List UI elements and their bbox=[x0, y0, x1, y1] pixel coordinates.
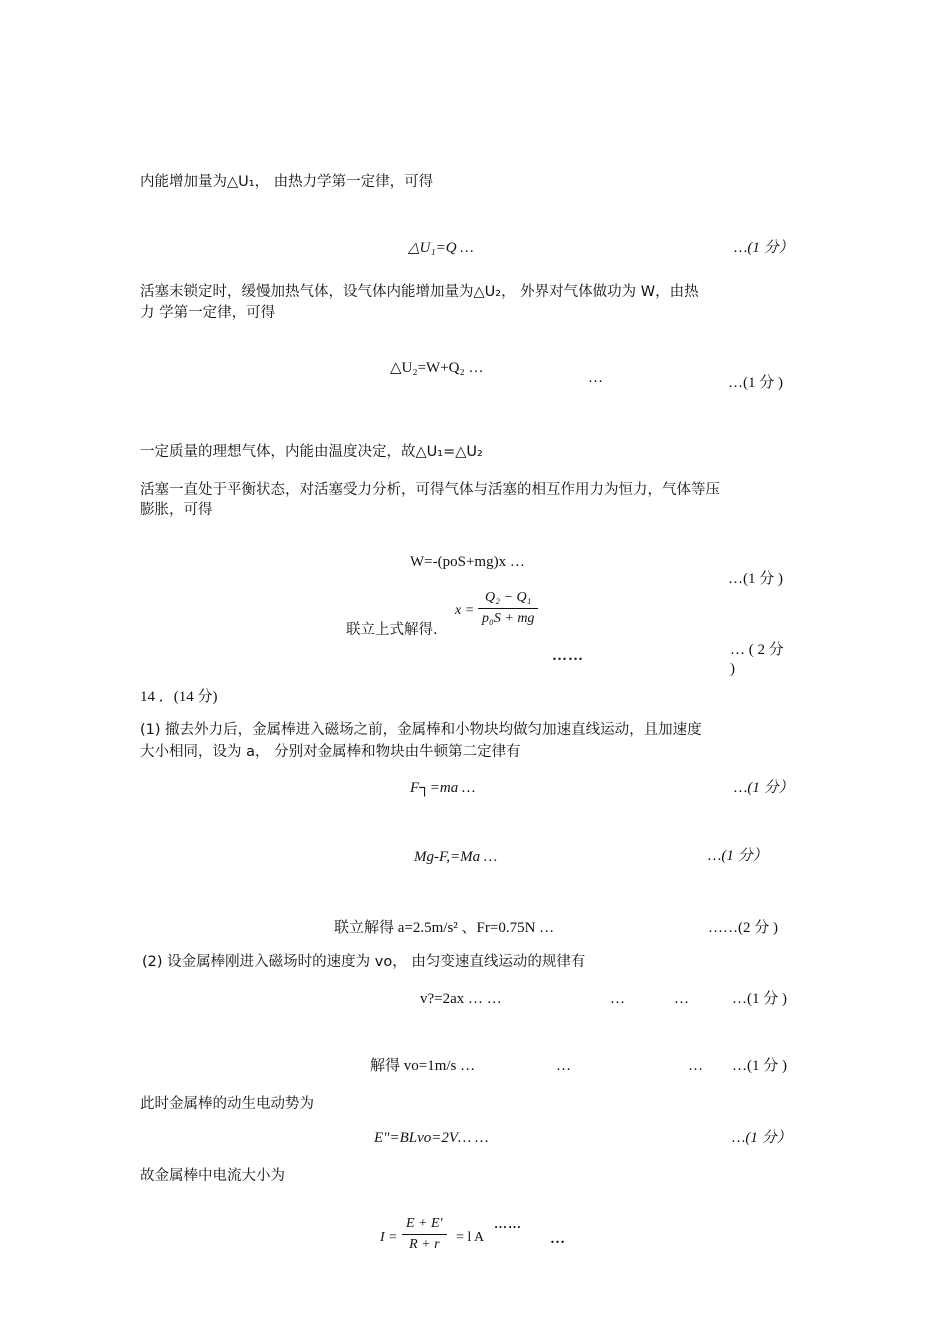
formula-lhs: I = bbox=[380, 1230, 398, 1245]
fraction-numerator: E + E′ bbox=[402, 1216, 447, 1235]
text-line: 大小相同，设为 a， 分别对金属棒和物块由牛顿第二定律有 bbox=[140, 744, 521, 760]
equation: v?=2ax … … bbox=[420, 991, 502, 1007]
formula-fraction bbox=[478, 590, 538, 627]
score-mark: …(1 分 ) bbox=[732, 991, 787, 1007]
text-line: 此时金属棒的动生电动势为 bbox=[140, 1096, 314, 1112]
equation: △U₁=Q … bbox=[408, 240, 474, 256]
ellipsis: … bbox=[674, 991, 689, 1007]
score-mark: … ( 2 分 bbox=[730, 642, 784, 658]
fraction-numerator: Q₂ − Q₁ bbox=[478, 590, 538, 609]
equation: E"=BLvo=2V… … bbox=[374, 1130, 489, 1146]
formula-fraction bbox=[402, 1216, 447, 1253]
equation: 解得 vo=1m/s … bbox=[370, 1058, 476, 1074]
text-line: 故金属棒中电流大小为 bbox=[140, 1168, 285, 1184]
formula-rhs: = l A bbox=[456, 1230, 485, 1245]
fraction-denominator: p₀S + mg bbox=[482, 611, 535, 626]
equation: F┐=ma … bbox=[410, 780, 476, 796]
formula-lhs: x = bbox=[455, 603, 475, 618]
ellipsis: … bbox=[688, 1058, 703, 1074]
score-mark: …(1 分） bbox=[734, 240, 794, 256]
ellipsis: … bbox=[556, 1058, 571, 1074]
text-line: 活塞一直处于平衡状态，对活塞受力分析，可得气体与活塞的相互作用力为恒力，气体等压 bbox=[140, 482, 720, 498]
equation: W=-(poS+mg)x … bbox=[410, 554, 525, 570]
ellipsis: … bbox=[588, 370, 603, 386]
text-line: (1) 撤去外力后，金属棒进入磁场之前，金属棒和小物块均做匀加速直线运动，且加速度 bbox=[140, 722, 702, 738]
equation: 联立解得 a=2.5m/s² 、Fr=0.75N … bbox=[334, 920, 555, 936]
text-line: 一定质量的理想气体，内能由温度决定，故△U₁=△U₂ bbox=[140, 444, 483, 460]
ellipsis: … bbox=[610, 991, 625, 1007]
question-number: 14 ．(14 分) bbox=[140, 689, 218, 705]
ellipsis: …… bbox=[494, 1216, 522, 1231]
text-line: 膨胀，可得 bbox=[140, 502, 213, 518]
score-mark: …(1 分 ) bbox=[728, 375, 783, 391]
score-mark: …(1 分） bbox=[708, 848, 768, 864]
equation: △U₂=W+Q₂ … bbox=[390, 360, 484, 376]
ellipsis: …… bbox=[552, 648, 584, 664]
score-mark: …(1 分） bbox=[732, 1130, 792, 1146]
score-mark: ) bbox=[730, 661, 735, 677]
ellipsis: … bbox=[550, 1231, 566, 1247]
text-line: (2) 设金属棒刚进入磁场时的速度为 vo， 由匀变速直线运动的规律有 bbox=[142, 954, 586, 970]
equation: Mg-F,=Ma … bbox=[414, 849, 498, 865]
text-line: 联立上式解得. bbox=[346, 622, 438, 638]
score-mark: …(1 分 ) bbox=[732, 1058, 787, 1074]
fraction-denominator: R + r bbox=[409, 1237, 440, 1252]
score-mark: ……(2 分 ) bbox=[708, 920, 778, 936]
text-line: 力 学第一定律，可得 bbox=[140, 305, 276, 321]
score-mark: …(1 分 ) bbox=[728, 571, 783, 587]
score-mark: …(1 分） bbox=[734, 780, 794, 796]
text-line: 内能增加量为△U₁， 由热力学第一定律，可得 bbox=[140, 174, 434, 190]
text-line: 活塞末锁定时，缓慢加热气体，设气体内能增加量为△U₂， 外界对气体做功为 W，由热 bbox=[140, 284, 699, 300]
